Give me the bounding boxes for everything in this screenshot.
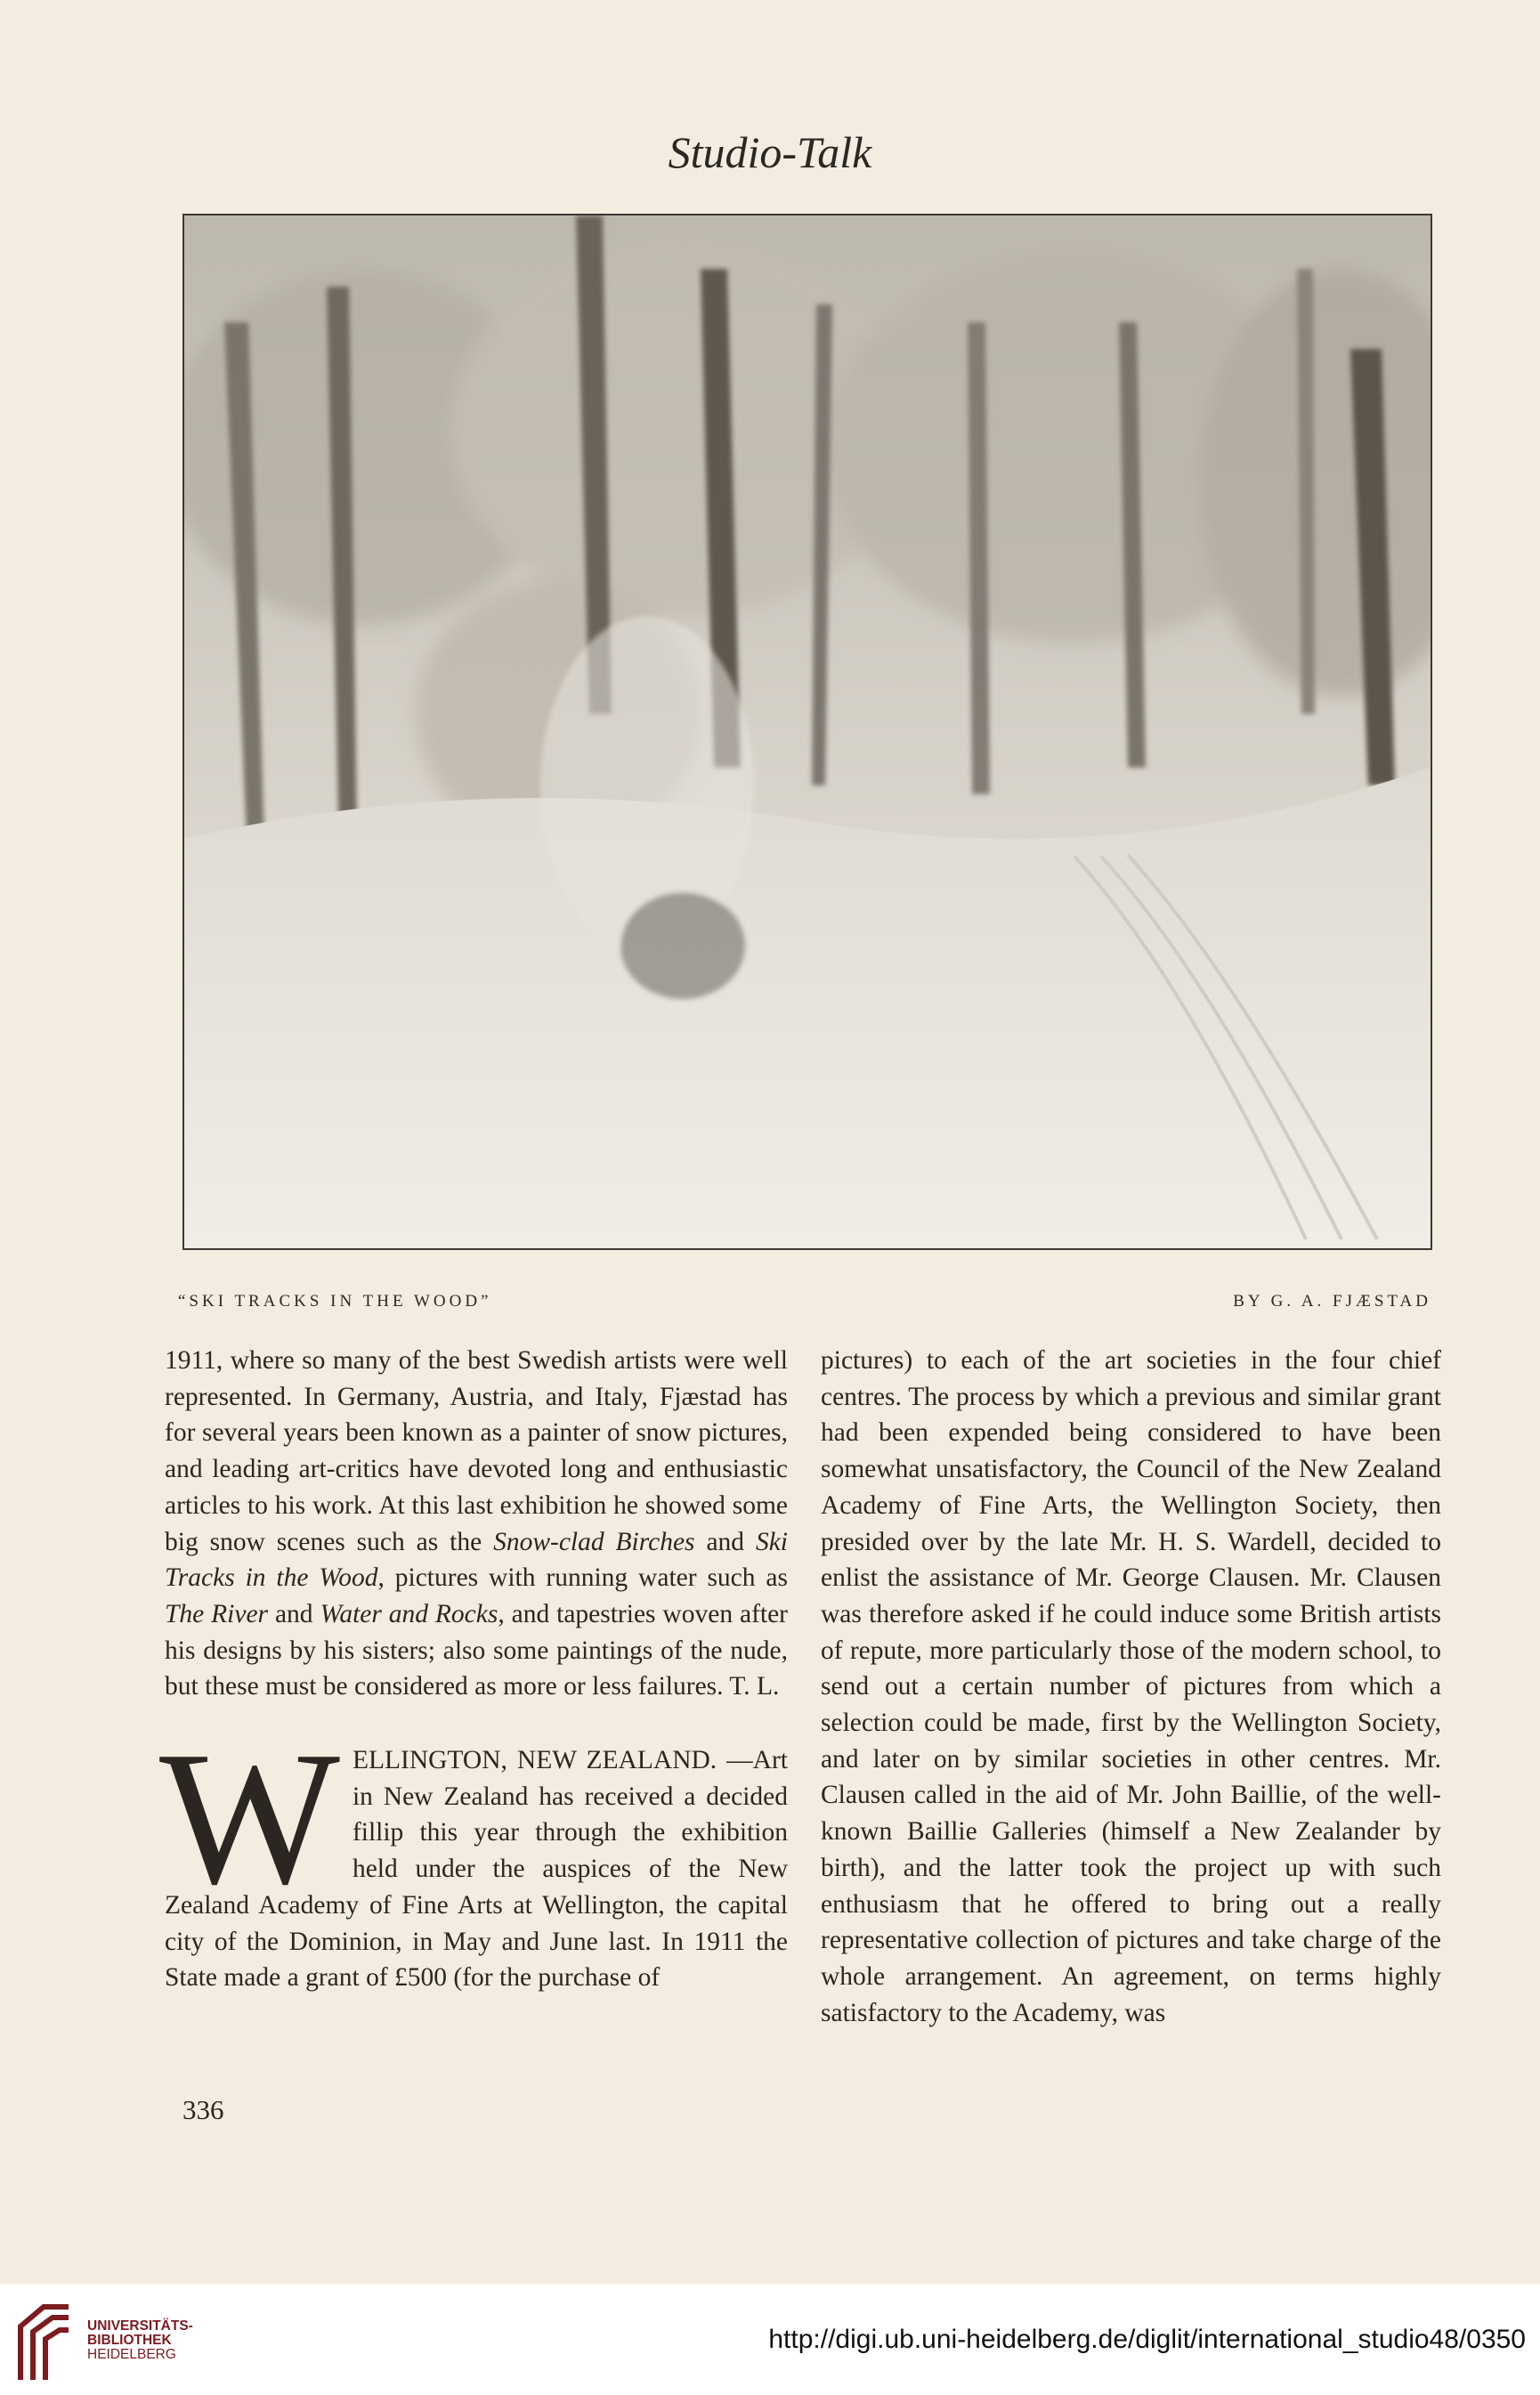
right-column (821, 1343, 1441, 2031)
drop-cap: W (159, 1711, 340, 1925)
source-url-link[interactable]: http://digi.ub.uni-heidelberg.de/diglit/international_studio48/0350 (768, 2325, 1526, 2354)
figure-caption-artist: BY G. A. FJÆSTAD (1233, 1292, 1431, 1311)
text-run: , pictures with running water such as (377, 1563, 789, 1593)
footer-bar (0, 2284, 1540, 2395)
library-name (87, 2319, 193, 2362)
italic-title: The River (165, 1599, 269, 1628)
library-name-line-1: UNIVERSITÄTS- (87, 2318, 193, 2334)
italic-title: Water and Rocks (320, 1599, 498, 1628)
italic-title: Snow-clad Birches (493, 1527, 695, 1556)
snow-forest-image (184, 215, 1431, 1248)
library-logo-icon (13, 2300, 76, 2382)
paragraph-wellington-text: ELLINGTON, NEW ZEALAND. —Art in New Zealand has received a decided fillip this year through the exhibition held under the auspices of the New Zealand Academy of Fine Arts at Wellington, the capital city of the Dominion, in May and June last. In 1911 the State made a grant of £500 (for the purchase of (165, 1746, 788, 1993)
left-column (159, 1343, 789, 1996)
text-run: and (268, 1599, 320, 1628)
paragraph-wellington (159, 1711, 788, 1996)
text-run: , and tapestries woven after his designs by his sisters; also some paintings of the nude, but these must be considered as more or less failures. T. L. (165, 1599, 789, 1701)
plate-illustration (182, 214, 1432, 1250)
running-head: Studio-Talk (668, 127, 872, 177)
paragraph-continued: pictures) to each of the art societies in the four chief centres. The process by which a previous and similar grant had been expended being considered to have been somewhat unsatisfactory, the Council of the New Zealand Academy of Fine Arts, the Wellington Society, then presided over by the late Mr. H. S. Wardell, decided to enlist the assistance of Mr. George Clausen. Mr. Clausen was therefore asked if he could induce some British artists of repute, more particularly those of the modern school, to send out a certain number of pictures from which a selection could be made, first by the Wellington Society, and later on by similar societies in other centres. Mr. Clausen called in the aid of Mr. John Baillie, of the well-known Baillie Galleries (himself a New Zealander by birth), and the latter took the project up with such enthusiasm that he offered to bring out a really representative collection of pictures and take charge of the whole arrangement. An agreement, on terms highly satisfactory to the Academy, was (821, 1346, 1441, 2027)
library-name-line-2: BIBLIOTHEK (87, 2333, 172, 2348)
paragraph-fjaestad (165, 1343, 788, 1705)
text-run: and (694, 1527, 756, 1556)
text-run: 1911, where so many of the best Swedish artists were well represented. In Germany, Austria, and Italy, Fjæstad has for several years been known as a painter of snow pictures, and leading art-critics have devoted long and enthusiastic articles to his work. At this last exhibition he showed some big snow scenes such as the (165, 1346, 788, 1556)
italic-title: Ski Tracks in the Wood (165, 1527, 788, 1593)
page-number: 336 (182, 2094, 224, 2125)
figure-caption-title: “SKI TRACKS IN THE WOOD” (178, 1292, 492, 1311)
library-name-line-3: HEIDELBERG (87, 2347, 176, 2362)
